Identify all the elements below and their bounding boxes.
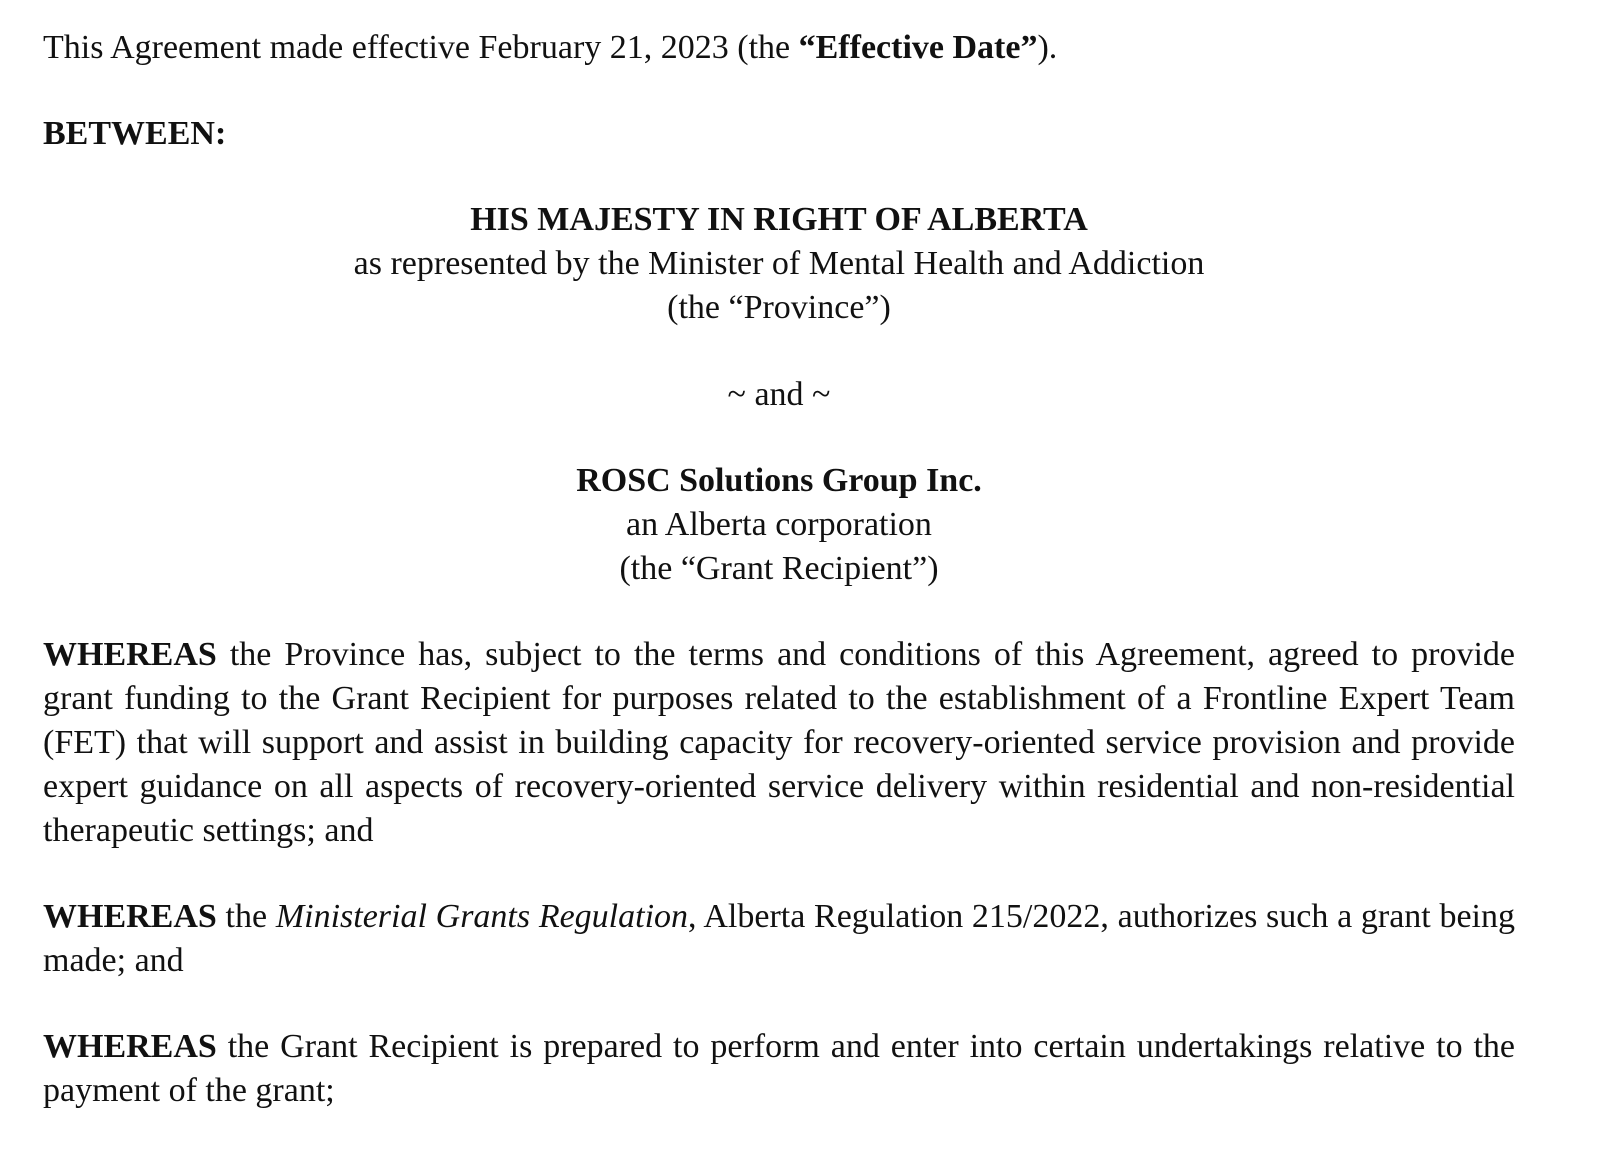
recital-paragraph-3 [43, 1025, 1515, 1113]
recipient-party-block [43, 459, 1515, 591]
recital-text: the Grant Recipient is prepared to perform and enter into certain undertakings relative to the payment of the grant; [43, 1028, 1515, 1109]
recital-text: the Province has, subject to the terms and conditions of this Agreement, agreed to provide grant funding to the Grant Recipient for purposes related to the establishment of a Frontline Expert Team (FET) that will support and assist in building capacity for recovery-oriented service provision and provide expert guidance on all aspects of recovery-oriented service delivery within residential and non-residential therapeutic settings; and [43, 636, 1515, 849]
effective-date-suffix: ). [1037, 29, 1058, 66]
between-label: BETWEEN: [43, 115, 227, 152]
recipient-defined-term: (the “Grant Recipient”) [619, 550, 939, 587]
province-party-block [43, 198, 1515, 330]
recital-text-after: , Alberta Regulation 215/2022, authorizes such a grant being made; and [43, 898, 1515, 979]
agreement-page [43, 26, 1515, 1113]
recital-keyword: WHEREAS [43, 898, 217, 935]
effective-date-line [43, 26, 1515, 70]
effective-date-term: “Effective Date” [798, 29, 1038, 66]
recital-keyword: WHEREAS [43, 636, 217, 673]
recital-paragraph-1 [43, 633, 1515, 853]
recital-paragraph-2 [43, 895, 1515, 983]
province-name: HIS MAJESTY IN RIGHT OF ALBERTA [470, 201, 1088, 238]
recipient-description: an Alberta corporation [626, 506, 932, 543]
regulation-title: Ministerial Grants Regulation [275, 898, 689, 935]
province-represented-by: as represented by the Minister of Mental Health and Addiction [353, 245, 1205, 282]
province-defined-term: (the “Province”) [667, 289, 891, 326]
recital-keyword: WHEREAS [43, 1028, 217, 1065]
party-separator: ~ and ~ [727, 376, 831, 413]
effective-date-prefix: This Agreement made effective February 21, 2023 (the [43, 29, 799, 66]
recital-text-before: the [216, 898, 276, 935]
recipient-name: ROSC Solutions Group Inc. [576, 462, 982, 499]
